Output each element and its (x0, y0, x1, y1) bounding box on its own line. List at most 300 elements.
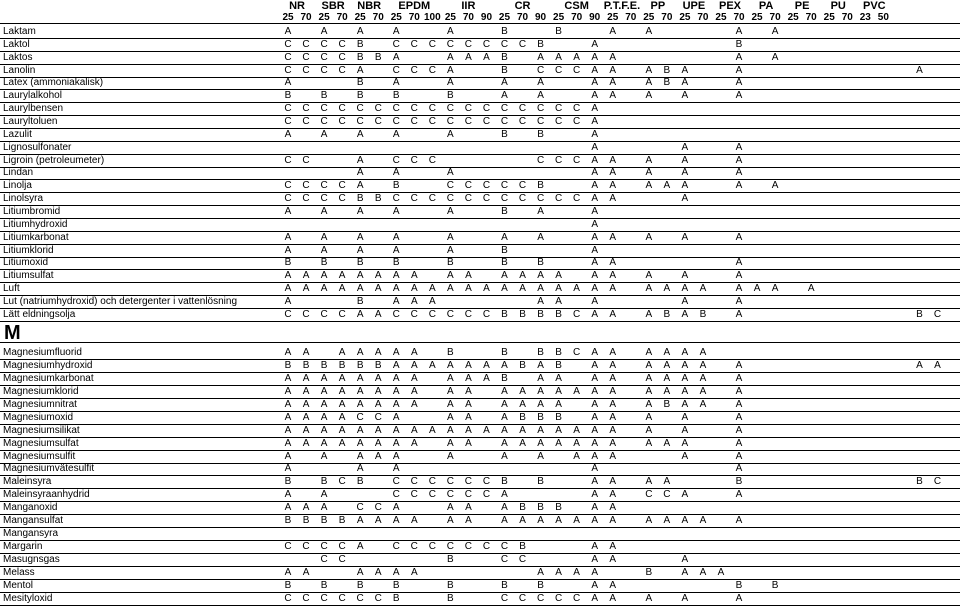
rating-cell: B (356, 476, 364, 487)
rating-cell: A (302, 425, 310, 436)
table-row (0, 102, 960, 115)
rating-cell: A (465, 373, 472, 384)
rating-cell: A (519, 438, 526, 449)
rating-cell: A (591, 425, 599, 436)
rating-cell: A (537, 386, 544, 397)
rating-cell: B (338, 360, 346, 371)
rating-cell: A (681, 270, 689, 281)
chemical-name: Lauryltoluen (3, 116, 58, 127)
rating-cell: A (537, 425, 544, 436)
rating-cell: B (663, 77, 671, 88)
rating-cell: B (447, 257, 454, 268)
rating-cell: A (483, 373, 490, 384)
rating-cell: C (374, 502, 382, 513)
temperature-header: 25 (607, 12, 619, 23)
chemical-name: Luft (3, 283, 20, 294)
rating-cell: A (591, 567, 599, 578)
rating-cell: C (320, 309, 328, 320)
chemical-name: Lignosulfonater (3, 142, 72, 153)
rating-cell: A (447, 360, 454, 371)
rating-cell: A (681, 554, 689, 565)
rating-cell: B (392, 180, 400, 191)
group-header: NBR (357, 0, 382, 12)
table-row (0, 89, 960, 102)
rating-cell: A (284, 270, 292, 281)
rating-cell: A (916, 65, 923, 76)
rating-cell: C (446, 180, 454, 191)
table-row (0, 256, 960, 269)
temperature-header: 70 (769, 12, 781, 23)
rating-cell: A (591, 554, 599, 565)
table-row (0, 592, 960, 605)
rating-cell: A (591, 52, 599, 63)
chemical-name: Litiumklorid (3, 245, 54, 256)
rating-cell: C (428, 309, 436, 320)
chemical-name: Margarin (3, 541, 43, 552)
temperature-header: 25 (553, 12, 565, 23)
temperature-header: 70 (625, 12, 637, 23)
rating-cell: A (735, 52, 743, 63)
rating-cell: C (284, 52, 292, 63)
rating-cell: A (591, 39, 599, 50)
rating-cell: C (392, 39, 400, 50)
temperature-header: 70 (516, 12, 529, 23)
temperature-header: 70 (408, 12, 420, 23)
rating-cell: C (536, 593, 545, 604)
rating-cell: C (410, 39, 418, 50)
rating-cell: C (320, 52, 328, 63)
rating-cell: A (573, 451, 580, 462)
group-header: PA (758, 0, 774, 12)
rating-cell: A (483, 283, 490, 294)
rating-cell: A (645, 438, 653, 449)
rating-cell: A (771, 26, 779, 37)
rating-cell: A (356, 270, 364, 281)
rating-cell: A (356, 206, 364, 217)
rating-cell: C (410, 476, 418, 487)
rating-cell: C (392, 155, 400, 166)
chemical-name: Mangansyra (3, 528, 59, 539)
rating-cell: A (302, 373, 310, 384)
rating-cell: C (500, 541, 509, 552)
rating-cell: A (284, 296, 292, 307)
rating-cell: A (735, 438, 743, 449)
rating-cell: A (284, 245, 292, 256)
rating-cell: A (645, 425, 653, 436)
rating-cell: C (446, 489, 454, 500)
group-header: EPDM (398, 0, 431, 12)
rating-cell: C (446, 476, 454, 487)
rating-cell: B (555, 309, 562, 320)
rating-cell: A (356, 399, 364, 410)
rating-cell: A (645, 65, 653, 76)
rating-cell: A (681, 386, 689, 397)
rating-cell: C (536, 193, 545, 204)
rating-cell: A (591, 257, 599, 268)
rating-cell: A (681, 142, 689, 153)
rating-cell: A (519, 399, 526, 410)
rating-cell: B (302, 360, 310, 371)
rating-cell: A (591, 515, 599, 526)
chemical-name: Magnesiumsilikat (3, 425, 80, 436)
rating-cell: B (555, 502, 562, 513)
rating-cell: C (482, 193, 491, 204)
rating-cell: C (356, 116, 364, 127)
rating-cell: A (320, 206, 328, 217)
rating-cell: A (501, 360, 508, 371)
rating-cell: A (609, 502, 617, 513)
table-row (0, 76, 960, 89)
rating-cell: B (501, 580, 508, 591)
rating-cell: A (591, 65, 599, 76)
rating-cell: C (356, 412, 364, 423)
rating-cell: A (284, 502, 292, 513)
rating-cell: A (519, 386, 526, 397)
rating-cell: B (447, 580, 454, 591)
rating-cell: A (807, 283, 815, 294)
table-row (0, 488, 960, 501)
rating-cell: A (645, 399, 653, 410)
rating-cell: A (609, 515, 617, 526)
rating-cell: A (320, 26, 328, 37)
rating-cell: A (374, 386, 382, 397)
rating-cell: A (573, 438, 580, 449)
rating-cell: B (320, 580, 328, 591)
section-title: M (4, 322, 21, 344)
rating-cell: C (320, 593, 328, 604)
rating-cell: C (554, 593, 563, 604)
rating-cell: A (320, 489, 328, 500)
rating-cell: A (428, 283, 436, 294)
chemical-name: Ligroin (petroleumeter) (3, 155, 105, 166)
rating-cell: A (735, 142, 743, 153)
temperature-header: 70 (462, 12, 474, 23)
table-row (0, 501, 960, 514)
rating-cell: A (645, 309, 653, 320)
rating-cell: A (591, 283, 599, 294)
rating-cell: C (464, 180, 473, 191)
rating-cell: A (591, 90, 599, 101)
rating-cell: A (591, 541, 599, 552)
group-header: P.T.F.E. (603, 0, 641, 12)
rating-cell: A (573, 52, 580, 63)
table-row (0, 25, 960, 38)
group-header: SBR (321, 0, 345, 12)
rating-cell: A (338, 399, 346, 410)
temperature-header: 25 (282, 12, 294, 23)
rating-cell: A (663, 476, 671, 487)
table-row (0, 437, 960, 450)
rating-cell: A (410, 425, 418, 436)
rating-cell: A (699, 283, 707, 294)
rating-cell: A (374, 438, 382, 449)
rating-cell: C (410, 65, 418, 76)
rating-cell: A (392, 245, 400, 256)
rating-cell: A (591, 386, 599, 397)
rating-cell: A (483, 52, 490, 63)
rating-cell: C (302, 116, 310, 127)
rating-cell: A (681, 425, 689, 436)
rating-cell: A (410, 567, 418, 578)
rating-cell: B (284, 360, 292, 371)
rating-cell: C (284, 309, 292, 320)
rating-cell: A (410, 399, 418, 410)
rating-cell: A (356, 347, 364, 358)
rating-cell: C (338, 554, 346, 565)
rating-cell: C (302, 193, 310, 204)
rating-cell: A (591, 193, 599, 204)
rating-cell: A (356, 180, 364, 191)
rating-cell: A (338, 347, 346, 358)
rating-cell: A (465, 386, 472, 397)
rating-cell: A (537, 296, 544, 307)
rating-cell: A (609, 593, 617, 604)
rating-cell: A (392, 438, 400, 449)
rating-cell: C (428, 116, 436, 127)
rating-cell: A (681, 567, 689, 578)
rating-cell: A (338, 386, 346, 397)
rating-cell: A (735, 77, 743, 88)
rating-cell: A (465, 425, 472, 436)
rating-cell: A (699, 515, 707, 526)
rating-cell: B (356, 257, 364, 268)
rating-cell: C (302, 593, 310, 604)
rating-cell: A (465, 515, 472, 526)
rating-cell: A (356, 232, 364, 243)
rating-cell: A (447, 245, 454, 256)
table-row (0, 579, 960, 592)
rating-cell: A (645, 77, 653, 88)
rating-cell: A (555, 52, 562, 63)
rating-cell: C (428, 193, 436, 204)
rating-cell: A (501, 77, 508, 88)
rating-cell: A (392, 567, 400, 578)
temperature-header: 70 (841, 12, 853, 23)
rating-cell: A (447, 438, 454, 449)
rating-cell: C (392, 309, 400, 320)
rating-cell: C (302, 155, 310, 166)
rating-cell: B (392, 593, 400, 604)
table-row (0, 205, 960, 218)
rating-cell: B (555, 360, 562, 371)
rating-cell: A (447, 386, 454, 397)
rating-cell: B (537, 39, 544, 50)
rating-cell: C (482, 116, 491, 127)
rating-cell: C (446, 103, 454, 114)
rating-cell: C (338, 541, 346, 552)
rating-cell: A (663, 360, 671, 371)
temperature-header: 70 (336, 12, 348, 23)
rating-cell: C (302, 309, 310, 320)
temperature-header: 25 (318, 12, 330, 23)
rating-cell: C (410, 193, 418, 204)
rating-cell: B (555, 26, 562, 37)
rating-cell: C (428, 103, 436, 114)
group-header: PU (830, 0, 846, 12)
rating-cell: A (609, 52, 617, 63)
group-header: PVC (862, 0, 886, 12)
rating-cell: C (392, 476, 400, 487)
rating-cell: A (410, 438, 418, 449)
rating-cell: B (537, 309, 544, 320)
rating-cell: B (735, 580, 743, 591)
rating-cell: A (447, 77, 454, 88)
rating-cell: C (392, 65, 400, 76)
rating-cell: A (320, 373, 328, 384)
rating-cell: C (392, 103, 400, 114)
rating-cell: A (338, 412, 346, 423)
rating-cell: C (320, 39, 328, 50)
rating-cell: A (356, 129, 364, 140)
rating-cell: A (735, 26, 743, 37)
rating-cell: A (609, 360, 617, 371)
rating-cell: A (609, 451, 617, 462)
rating-cell: A (591, 180, 599, 191)
rating-cell: A (501, 438, 508, 449)
rating-cell: C (410, 155, 418, 166)
rating-cell: A (663, 438, 671, 449)
rating-cell: A (537, 52, 544, 63)
rating-cell: A (537, 399, 544, 410)
rating-cell: C (356, 593, 364, 604)
rating-cell: C (320, 103, 328, 114)
rating-cell: A (302, 386, 310, 397)
rating-cell: A (609, 476, 617, 487)
rating-cell: B (519, 309, 526, 320)
rating-cell: C (338, 593, 346, 604)
rating-cell: C (284, 193, 292, 204)
rating-cell: C (446, 541, 454, 552)
rating-cell: C (464, 309, 473, 320)
chemical-name: Litiumhydroxid (3, 219, 68, 230)
rating-cell: C (573, 155, 581, 166)
rating-cell: B (663, 65, 671, 76)
rating-cell: A (609, 232, 617, 243)
rating-cell: A (609, 65, 617, 76)
rating-cell: C (410, 489, 418, 500)
rating-cell: A (537, 283, 544, 294)
temperature-header: 70 (805, 12, 817, 23)
rating-cell: A (392, 515, 400, 526)
rating-cell: B (501, 206, 508, 217)
rating-cell: A (591, 270, 599, 281)
rating-cell: A (338, 373, 346, 384)
rating-cell: C (338, 103, 346, 114)
rating-cell: A (302, 270, 310, 281)
rating-cell: A (681, 155, 689, 166)
rating-cell: A (483, 360, 490, 371)
rating-cell: A (392, 502, 400, 513)
rating-cell: C (500, 180, 509, 191)
rating-cell: C (482, 39, 491, 50)
rating-cell: A (645, 155, 653, 166)
rating-cell: A (735, 309, 743, 320)
rating-cell: C (933, 309, 942, 320)
rating-cell: A (645, 593, 653, 604)
rating-cell: A (645, 90, 653, 101)
table-row (0, 38, 960, 51)
rating-cell: A (501, 515, 508, 526)
chemical-name: Lanolin (3, 65, 36, 76)
rating-cell: C (500, 554, 509, 565)
rating-cell: A (537, 373, 544, 384)
rating-cell: C (356, 502, 364, 513)
rating-cell: B (284, 90, 292, 101)
rating-cell: A (356, 541, 364, 552)
rating-cell: A (320, 270, 328, 281)
rating-cell: C (464, 476, 473, 487)
rating-cell: A (735, 489, 743, 500)
rating-cell: A (501, 283, 508, 294)
rating-cell: C (536, 116, 545, 127)
rating-cell: A (338, 425, 346, 436)
rating-cell: A (284, 386, 292, 397)
rating-cell: B (519, 541, 526, 552)
rating-cell: A (591, 347, 599, 358)
rating-cell: C (645, 489, 653, 500)
rating-cell: A (302, 438, 310, 449)
rating-cell: A (591, 219, 599, 230)
rating-cell: C (338, 39, 346, 50)
rating-cell: A (284, 463, 292, 474)
rating-cell: B (356, 580, 364, 591)
chemical-name: Mangansulfat (3, 515, 64, 526)
rating-cell: C (302, 39, 310, 50)
table-row (0, 398, 960, 411)
rating-cell: A (537, 90, 544, 101)
rating-cell: C (482, 541, 491, 552)
chemical-name: Magnesiumvätesulfit (3, 463, 95, 474)
rating-cell: B (374, 52, 382, 63)
rating-cell: A (320, 245, 328, 256)
rating-cell: A (392, 463, 400, 474)
rating-cell: C (573, 347, 581, 358)
temperature-header: 25 (679, 12, 691, 23)
rating-cell: A (735, 412, 743, 423)
rating-cell: A (447, 270, 454, 281)
rating-cell: A (591, 245, 599, 256)
rating-cell: B (356, 193, 364, 204)
rating-cell: C (320, 554, 328, 565)
temperature-header: 25 (498, 12, 511, 23)
rating-cell: A (591, 116, 599, 127)
rating-cell: A (609, 180, 617, 191)
table-row (0, 462, 960, 475)
rating-cell: B (447, 554, 454, 565)
table-row (0, 282, 960, 295)
rating-cell: C (392, 193, 400, 204)
rating-cell: A (645, 180, 653, 191)
table-row (0, 475, 960, 488)
rating-cell: A (681, 77, 689, 88)
rating-cell: A (573, 283, 580, 294)
rating-cell: A (609, 425, 617, 436)
rating-cell: A (284, 283, 292, 294)
rating-cell: A (735, 360, 743, 371)
rating-cell: A (771, 283, 779, 294)
rating-cell: C (554, 193, 563, 204)
temperature-header: 100 (423, 12, 441, 23)
chemical-name: Magnesiumnitrat (3, 399, 77, 410)
rating-cell: A (447, 232, 454, 243)
rating-cell: A (356, 425, 364, 436)
rating-cell: A (410, 373, 418, 384)
chemical-name: Magnesiumhydroxid (3, 360, 93, 371)
rating-cell: B (916, 309, 923, 320)
rating-cell: B (519, 502, 526, 513)
rating-cell: A (284, 129, 292, 140)
rating-cell: A (537, 270, 544, 281)
